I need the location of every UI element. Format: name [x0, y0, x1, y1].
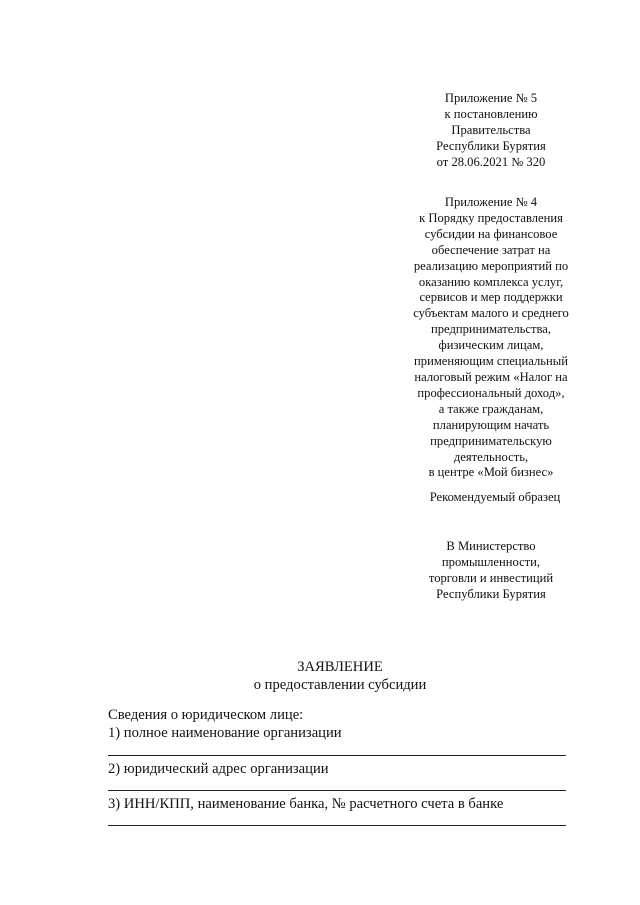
appendix-4-line: физическим лицам, — [438, 338, 544, 353]
appendix-4-line: в центре «Мой бизнес» — [428, 465, 554, 480]
appendix-4-line: Приложение № 4 — [444, 195, 538, 209]
appendix-4-line: планирующим начать — [432, 417, 550, 432]
appendix-5-line: Правительства — [451, 122, 531, 137]
appendix-4-line: обеспечение затрат на — [431, 242, 551, 257]
addressee-line: торговли и инвестиций — [428, 570, 554, 585]
appendix-5-line: Приложение № 5 — [444, 91, 538, 105]
recommended-sample-text: Рекомендуемый образец — [429, 490, 561, 504]
appendix-4-line: предпринимательскую — [430, 433, 552, 448]
field-1-fill-line[interactable] — [108, 755, 566, 756]
appendix-4-line: предпринимательства, — [430, 322, 551, 337]
appendix-5-line: Республики Бурятия — [436, 138, 546, 153]
field-3-label: 3) ИНН/КПП, наименование банка, № расчетного счета в банке — [108, 796, 504, 812]
addressee-line: В Министерство — [446, 539, 536, 553]
appendix-4-line: профессиональный доход», — [417, 385, 565, 400]
appendix-4-line: а также гражданам, — [438, 401, 544, 416]
appendix-4-line: субсидии на финансовое — [424, 226, 558, 241]
appendix-4-line: налоговый режим «Налог на — [414, 369, 568, 384]
document-title — [0, 658, 640, 694]
field-1-label: 1) полное наименование организации — [108, 725, 342, 741]
appendix-5-header — [396, 91, 586, 171]
appendix-4-header — [386, 195, 596, 481]
appendix-4-line: субъектам малого и среднего — [413, 306, 569, 321]
appendix-4-line: оказанию комплекса услуг, — [418, 274, 564, 289]
appendix-4-line: к Порядку предоставления — [419, 210, 563, 225]
appendix-4-line: деятельность, — [453, 449, 529, 464]
appendix-5-line: к постановлению — [444, 106, 538, 121]
recommended-sample-note — [400, 490, 590, 506]
section-label: Сведения о юридическом лице: — [108, 707, 304, 723]
addressee-block — [396, 539, 586, 603]
title-heading: ЗАЯВЛЕНИЕ — [297, 659, 383, 675]
addressee-line: промышленности, — [441, 554, 541, 569]
field-3-fill-line[interactable] — [108, 825, 566, 826]
addressee-line: Республики Бурятия — [436, 586, 546, 601]
appendix-4-line: реализацию мероприятий по — [413, 258, 569, 273]
field-2-label: 2) юридический адрес организации — [108, 761, 329, 777]
appendix-4-line: применяющим специальный — [414, 354, 568, 369]
appendix-5-line: от 28.06.2021 № 320 — [436, 154, 546, 169]
appendix-4-line: сервисов и мер поддержки — [419, 290, 563, 305]
title-subheading: о предоставлении субсидии — [253, 677, 427, 693]
field-2-fill-line[interactable] — [108, 790, 566, 791]
